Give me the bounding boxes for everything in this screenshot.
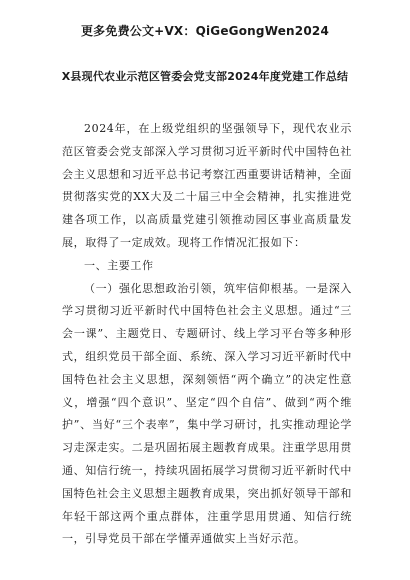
intro-paragraph: 2024年，在上级党组织的坚强领导下，现代农业示范区管委会党支部深入学习贯彻习近平新时代中国特色社会主义思想和习近平总书记考察江西重要讲话精神，全面贯彻落实党的XX大及二十届三中全会精神，扎实推进党建各项工作，以高质量党建引领推动园区事业高质量发展，取得了一定成效。现将工作情况汇报如下： — [62, 122, 352, 249]
header-watermark-text: 更多免费公文+VX：QiGeGongWen2024 — [80, 24, 329, 38]
document-title: X县现代农业示范区管委会党支部2024年度党建工作总结 — [61, 70, 349, 83]
document-body — [62, 118, 352, 551]
section-heading: 一、主要工作 — [84, 258, 154, 272]
body-paragraph: （一）强化思想政治引领，筑牢信仰根基。一是深入学习贯彻习近平新时代中国特色社会主义思想。通过“三会一课”、主题党日、专题研讨、线上学习平台等多种形式，组织党员干部全面、系统、深入学习习近平新时代中国特色社会主义思想，深刻领悟“两个确立”的决定性意义，增强“四个意识”、坚定“四个自信”、做到“两个维护”、当好“三个表率”，集中学习研讨，扎实推动理论学习走深走实。二是巩固拓展主题教育成果。注重学思用贯通、知信行统一，持续巩固拓展学习贯彻习近平新时代中国特色社会主义思想主题教育成果，突出抓好领导干部和年轻干部这两个重点群体，注重学思用贯通、知信行统一，引导党员干部在学懂弄通做实上当好示范。 — [62, 281, 352, 546]
